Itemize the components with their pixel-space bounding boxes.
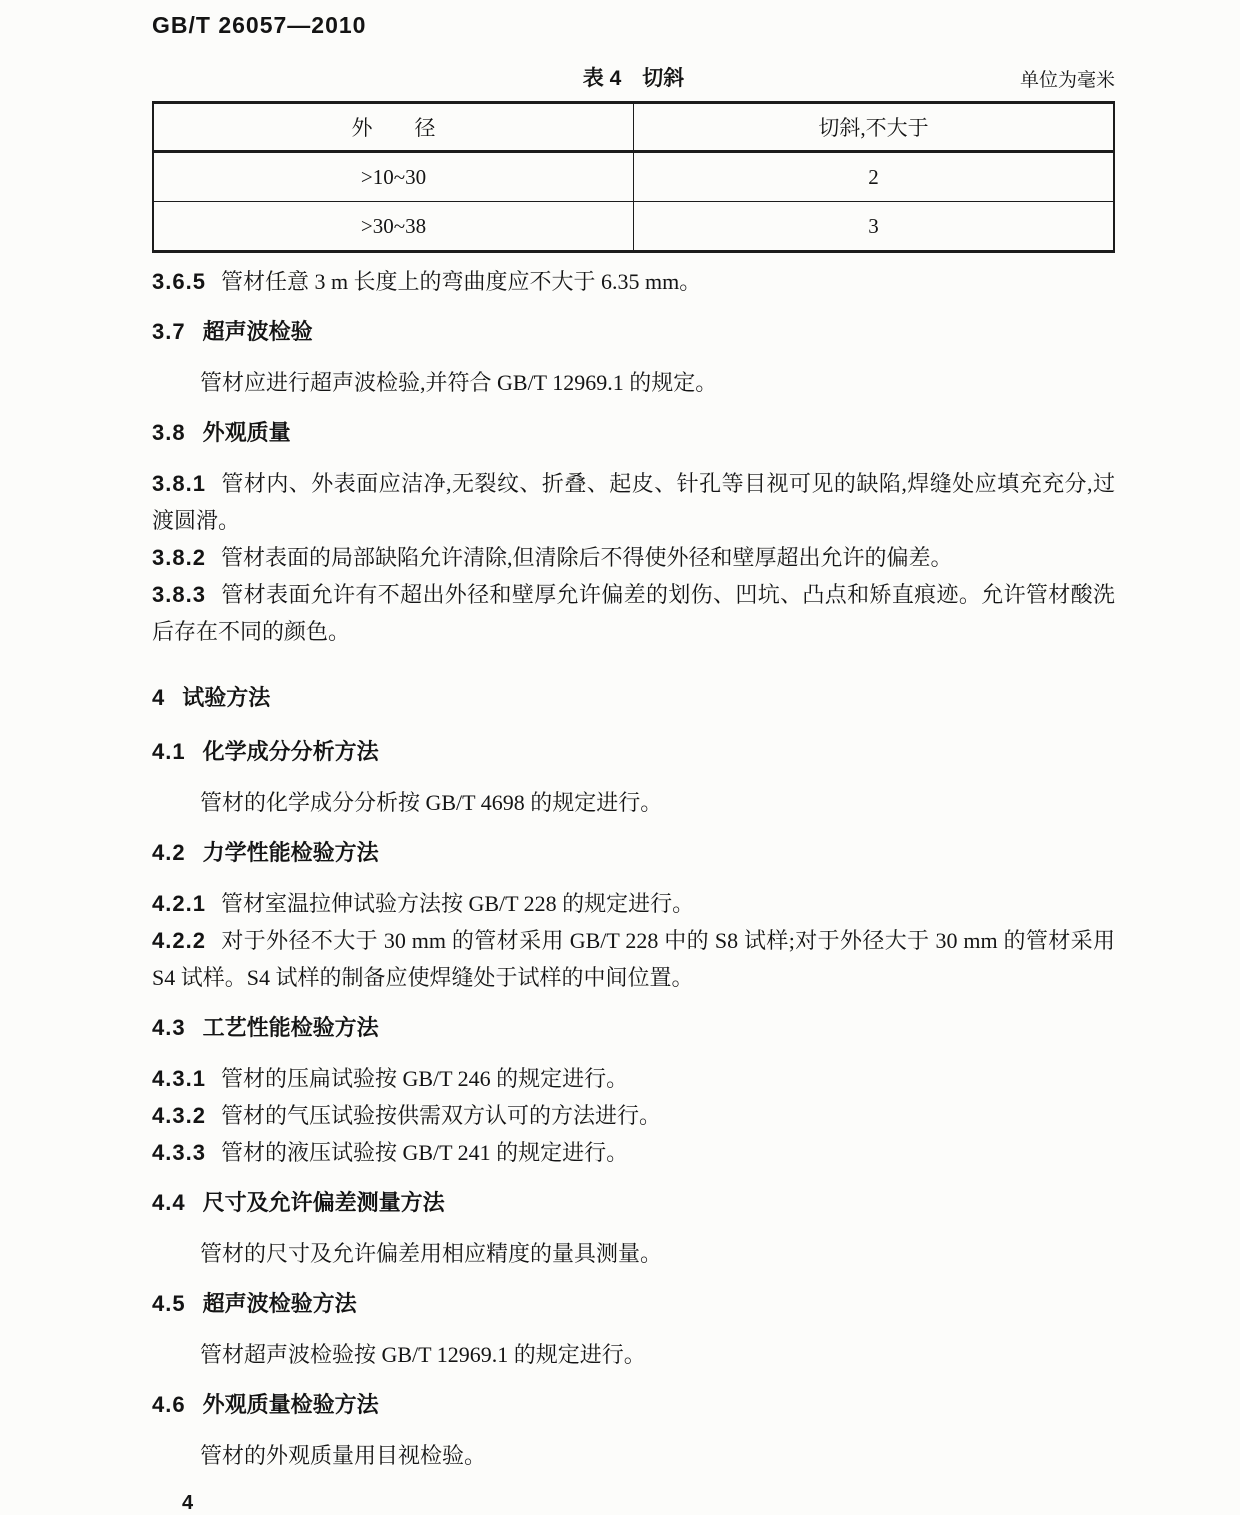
heading-number: 4.6 (152, 1392, 186, 1417)
clause-4-2-2 (152, 922, 1115, 996)
chapter-number: 4 (152, 685, 166, 710)
heading-number: 4.3 (152, 1015, 186, 1040)
heading-text: 外观质量 (202, 420, 291, 445)
table-caption-row (152, 66, 1115, 92)
clause-text: 管材任意 3 m 长度上的弯曲度应不大于 6.35 mm。 (220, 269, 702, 294)
heading-text: 化学成分分析方法 (202, 739, 379, 764)
heading-4-2 (152, 839, 1115, 867)
heading-text: 超声波检验 (202, 319, 313, 344)
clause-number: 4.2.1 (152, 891, 206, 916)
clause-number: 3.8.2 (152, 545, 206, 570)
clause-4-3-3 (152, 1134, 1115, 1171)
clause-number: 4.2.2 (152, 928, 206, 953)
heading-number: 4.2 (152, 840, 186, 865)
paragraph: 管材超声波检验按 GB/T 12969.1 的规定进行。 (200, 1342, 646, 1367)
unit-note: 单位为毫米 (1019, 70, 1115, 91)
table-row (153, 202, 1114, 252)
clause-text: 管材的压扁试验按 GB/T 246 的规定进行。 (220, 1066, 629, 1091)
cell-max-slant: 3 (634, 202, 1115, 252)
cell-outer-diameter: >10~30 (153, 152, 634, 202)
heading-4-4 (152, 1189, 1115, 1217)
heading-text: 工艺性能检验方法 (202, 1015, 379, 1040)
heading-number: 4.1 (152, 739, 186, 764)
clause-4-2-1 (152, 885, 1115, 922)
table-header-row (153, 103, 1114, 152)
clause-4-3-1 (152, 1060, 1115, 1097)
clause-number: 4.3.3 (152, 1140, 206, 1165)
clause-text: 管材表面的局部缺陷允许清除,但清除后不得使外径和壁厚超出允许的偏差。 (220, 545, 953, 570)
heading-3-8 (152, 419, 1115, 447)
chapter-text: 试验方法 (182, 685, 271, 710)
chapter-4 (152, 684, 1115, 712)
heading-number: 3.7 (152, 319, 186, 344)
clause-number: 4.3.1 (152, 1066, 206, 1091)
clause-3-6-5 (152, 263, 1115, 300)
cell-outer-diameter: >30~38 (153, 202, 634, 252)
heading-number: 4.4 (152, 1190, 186, 1215)
clause-4-3-2 (152, 1097, 1115, 1134)
paragraph: 管材的尺寸及允许偏差用相应精度的量具测量。 (200, 1241, 663, 1266)
heading-text: 力学性能检验方法 (202, 840, 379, 865)
heading-4-6 (152, 1391, 1115, 1419)
clause-number: 3.8.1 (152, 471, 206, 496)
table-4-qiexie (152, 101, 1115, 253)
heading-4-1 (152, 738, 1115, 766)
heading-number: 4.5 (152, 1291, 186, 1316)
clause-number: 3.6.5 (152, 269, 206, 294)
clause-number: 4.3.2 (152, 1103, 206, 1128)
heading-3-7 (152, 318, 1115, 346)
table-row (153, 152, 1114, 202)
clause-text: 管材室温拉伸试验方法按 GB/T 228 的规定进行。 (220, 891, 695, 916)
heading-4-3 (152, 1014, 1115, 1042)
heading-text: 外观质量检验方法 (202, 1392, 379, 1417)
page-number: 4 (182, 1492, 194, 1514)
heading-4-5 (152, 1290, 1115, 1318)
clause-3-8-2 (152, 539, 1115, 576)
standard-code: GB/T 26057—2010 (152, 12, 367, 38)
table-caption: 表 4 切斜 (582, 67, 685, 90)
clause-text: 管材表面允许有不超出外径和壁厚允许偏差的划伤、凹坑、凸点和矫直痕迹。允许管材酸洗后存在不同的颜色。 (152, 582, 1115, 644)
body-content (152, 263, 1115, 1515)
paragraph: 管材的化学成分分析按 GB/T 4698 的规定进行。 (200, 790, 663, 815)
clause-text: 管材的液压试验按 GB/T 241 的规定进行。 (220, 1140, 629, 1165)
cell-max-slant: 2 (634, 152, 1115, 202)
clause-text: 管材的气压试验按供需双方认可的方法进行。 (220, 1103, 661, 1128)
heading-text: 尺寸及允许偏差测量方法 (202, 1190, 445, 1215)
paragraph: 管材应进行超声波检验,并符合 GB/T 12969.1 的规定。 (200, 370, 718, 395)
clause-text: 对于外径不大于 30 mm 的管材采用 GB/T 228 中的 S8 试样;对于外径大于 30 mm 的管材采用 S4 试样。S4 试样的制备应使焊缝处于试样的中间位置。 (152, 928, 1115, 990)
clause-number: 3.8.3 (152, 582, 206, 607)
clause-3-8-3 (152, 576, 1115, 650)
paragraph: 管材的外观质量用目视检验。 (200, 1443, 487, 1468)
clause-3-8-1 (152, 465, 1115, 539)
column-header-outer-diameter: 外 径 (153, 103, 634, 152)
column-header-max-slant: 切斜,不大于 (634, 103, 1115, 152)
clause-text: 管材内、外表面应洁净,无裂纹、折叠、起皮、针孔等目视可见的缺陷,焊缝处应填充充分,过渡圆滑。 (152, 471, 1115, 533)
heading-text: 超声波检验方法 (202, 1291, 357, 1316)
heading-number: 3.8 (152, 420, 186, 445)
